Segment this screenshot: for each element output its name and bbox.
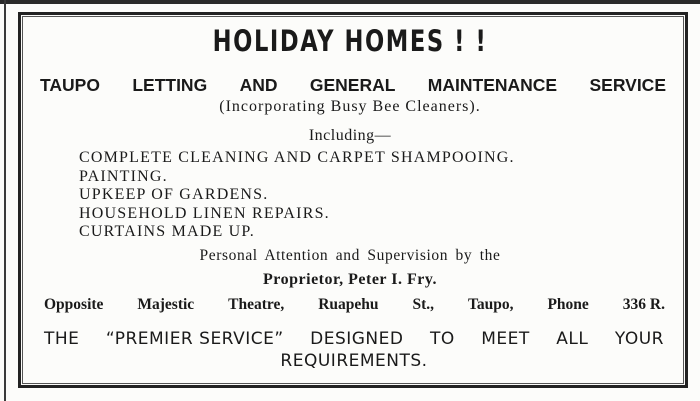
slogan-row-2: REQUIREMENTS. bbox=[280, 351, 428, 371]
slogan-word: YOUR bbox=[614, 329, 664, 349]
headline: HOLIDAY HOMES ! ! bbox=[212, 24, 488, 58]
slogan-word: “PREMIER SERVICE” bbox=[105, 329, 284, 349]
address-word: Phone bbox=[547, 296, 589, 313]
clipping-left-edge bbox=[4, 0, 6, 401]
slogan-row-1 bbox=[44, 328, 664, 350]
slogan-word: TO bbox=[429, 329, 455, 349]
address-word: Ruapehu bbox=[318, 296, 379, 313]
slogan-word: MEET bbox=[481, 329, 530, 349]
services-list bbox=[79, 149, 515, 242]
address-line bbox=[44, 296, 665, 314]
business-name-word: LETTING bbox=[132, 75, 208, 95]
slogan-word: ALL bbox=[556, 329, 589, 349]
address-word: Taupo, bbox=[467, 296, 514, 313]
business-name-word: SERVICE bbox=[589, 75, 666, 95]
clipping-top-edge bbox=[0, 0, 700, 4]
address-word: St., bbox=[412, 296, 435, 313]
incorporating-note: (Incorporating Busy Bee Cleaners). bbox=[219, 98, 481, 115]
address-word: Theatre, bbox=[228, 296, 285, 313]
service-item: UPKEEP OF GARDENS. bbox=[79, 186, 269, 203]
slogan-word: THE bbox=[44, 329, 80, 349]
proprietor-line: Proprietor, Peter I. Fry. bbox=[263, 271, 437, 288]
address-word: Opposite bbox=[44, 296, 104, 313]
phone-number: 336 R. bbox=[622, 296, 665, 313]
address-word: Majestic bbox=[137, 296, 195, 313]
service-item: PAINTING. bbox=[79, 167, 168, 185]
slogan-word: DESIGNED bbox=[310, 329, 404, 349]
slogan bbox=[44, 328, 664, 372]
business-name-word: AND bbox=[239, 75, 278, 95]
including-label: Including— bbox=[308, 127, 392, 144]
business-name-word: GENERAL bbox=[309, 75, 396, 95]
service-item: CURTAINS MADE UP. bbox=[79, 223, 255, 240]
business-name-word: MAINTENANCE bbox=[427, 75, 558, 95]
service-item: HOUSEHOLD LINEN REPAIRS. bbox=[79, 204, 330, 222]
attention-line: Personal Attention and Supervision by the bbox=[199, 247, 501, 264]
business-name-word: TAUPO bbox=[40, 75, 100, 95]
service-item: COMPLETE CLEANING AND CARPET SHAMPOOING. bbox=[79, 149, 515, 166]
business-name bbox=[40, 75, 666, 96]
